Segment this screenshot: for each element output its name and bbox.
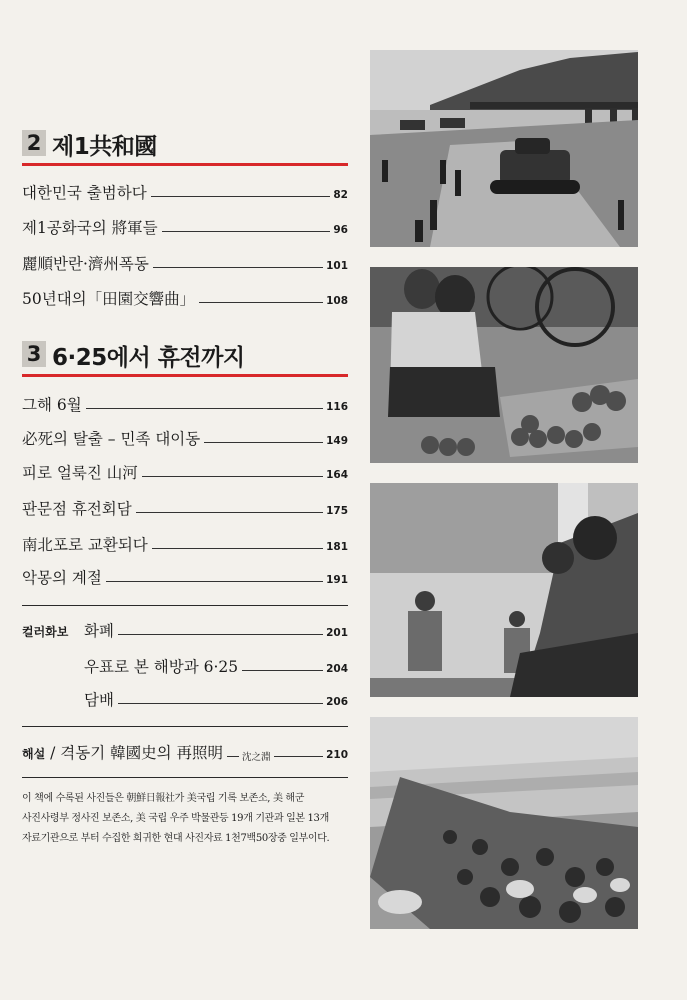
toc-entry[interactable] <box>22 427 348 449</box>
dot-leader <box>106 581 323 582</box>
color-pictorial-label: 컬러화보 <box>22 625 69 639</box>
entry-page: 82 <box>333 189 348 201</box>
toc-entry[interactable] <box>22 181 348 203</box>
dot-leader <box>242 670 323 671</box>
dot-leader <box>162 231 331 232</box>
entry-title: 제1공화국의 將軍들 <box>22 219 158 237</box>
photo-children-fruit <box>370 267 638 463</box>
commentary-title: 격동기 韓國史의 再照明 <box>60 744 224 762</box>
entry-title: 화폐 <box>84 622 114 640</box>
slash: / <box>50 744 61 762</box>
section-divider <box>22 777 348 778</box>
commentary-label: 해설 <box>22 747 46 761</box>
entry-title: 우표로 본 해방과 6·25 <box>84 658 239 676</box>
entry-page: 101 <box>326 260 348 272</box>
entry-page: 191 <box>326 574 348 586</box>
toc-entry[interactable] <box>22 533 348 555</box>
refugees-illustration <box>370 717 638 929</box>
entry-page: 116 <box>326 401 348 413</box>
photo-refugees <box>370 717 638 929</box>
entry-title: 麗順반란·濟州폭동 <box>22 255 149 273</box>
toc-entry[interactable] <box>84 655 348 677</box>
entry-page: 210 <box>326 749 348 761</box>
entry-title: 피로 얼룩진 山河 <box>22 464 138 482</box>
section-divider <box>22 605 348 606</box>
entry-title: 그해 6월 <box>22 396 82 414</box>
dot-leader <box>204 442 323 443</box>
section-rule <box>22 163 348 166</box>
section-divider <box>22 726 348 727</box>
toc-entry[interactable] <box>22 216 348 238</box>
toc-entry[interactable] <box>22 252 348 274</box>
children-fruit-illustration <box>370 267 638 463</box>
section-title: 제1共和國 <box>52 134 157 160</box>
entry-page: 201 <box>326 627 348 639</box>
entry-page: 164 <box>326 469 348 481</box>
entry-page: 149 <box>326 435 348 447</box>
section-title: 6·25에서 휴전까지 <box>52 345 245 371</box>
entry-page: 181 <box>326 541 348 553</box>
entry-page: 206 <box>326 696 348 708</box>
toc-entry[interactable] <box>22 461 348 483</box>
entry-page: 108 <box>326 295 348 307</box>
entry-title: 판문점 휴전회담 <box>22 500 132 518</box>
collection-note <box>22 789 354 849</box>
section-number: 2 <box>22 130 46 156</box>
commentary-author: 沈之淵 <box>242 752 271 763</box>
pow-exchange-illustration <box>370 483 638 697</box>
dot-leader <box>227 756 239 757</box>
toc-entry[interactable] <box>22 566 348 588</box>
dot-leader <box>152 548 323 549</box>
entry-title: 50년대의「田園交響曲」 <box>22 290 196 308</box>
dot-leader <box>274 756 324 757</box>
entry-page: 175 <box>326 505 348 517</box>
photo-pow-exchange <box>370 483 638 697</box>
note-line: 사진사령부 정사진 보존소, 美 국립 우주 박물관등 19개 기관과 일본 13개 <box>22 813 329 824</box>
entry-title: 必死의 탈출 – 민족 대이동 <box>22 430 201 448</box>
dot-leader <box>118 703 323 704</box>
dot-leader <box>136 512 323 513</box>
dot-leader <box>118 634 323 635</box>
dot-leader <box>86 408 323 409</box>
note-line: 자료기관으로 부터 수집한 희귀한 현대 사진자료 1천7백50장중 일부이다. <box>22 833 330 844</box>
photo-tanks-bridge <box>370 50 638 247</box>
dot-leader <box>142 476 323 477</box>
section-number: 3 <box>22 341 46 367</box>
entry-title: 담배 <box>84 691 114 709</box>
entry-page: 96 <box>333 224 348 236</box>
tanks-bridge-illustration <box>370 50 638 247</box>
entry-title: 악몽의 계절 <box>22 569 102 587</box>
dot-leader <box>151 196 331 197</box>
toc-entry[interactable] <box>22 287 348 309</box>
section-rule <box>22 374 348 377</box>
note-line: 이 책에 수록된 사진들은 朝鮮日報社가 美국립 기록 보존소, 美 해군 <box>22 793 305 804</box>
entry-title: 대한민국 출범하다 <box>22 184 147 202</box>
toc-entry[interactable] <box>84 619 348 641</box>
dot-leader <box>153 267 323 268</box>
commentary-heading <box>22 741 227 763</box>
dot-leader <box>199 302 323 303</box>
toc-entry[interactable] <box>22 497 348 519</box>
toc-entry[interactable] <box>22 393 348 415</box>
entry-title: 南北포로 교환되다 <box>22 536 148 554</box>
entry-page: 204 <box>326 663 348 675</box>
commentary-entry[interactable] <box>22 741 348 763</box>
toc-entry[interactable] <box>84 688 348 710</box>
